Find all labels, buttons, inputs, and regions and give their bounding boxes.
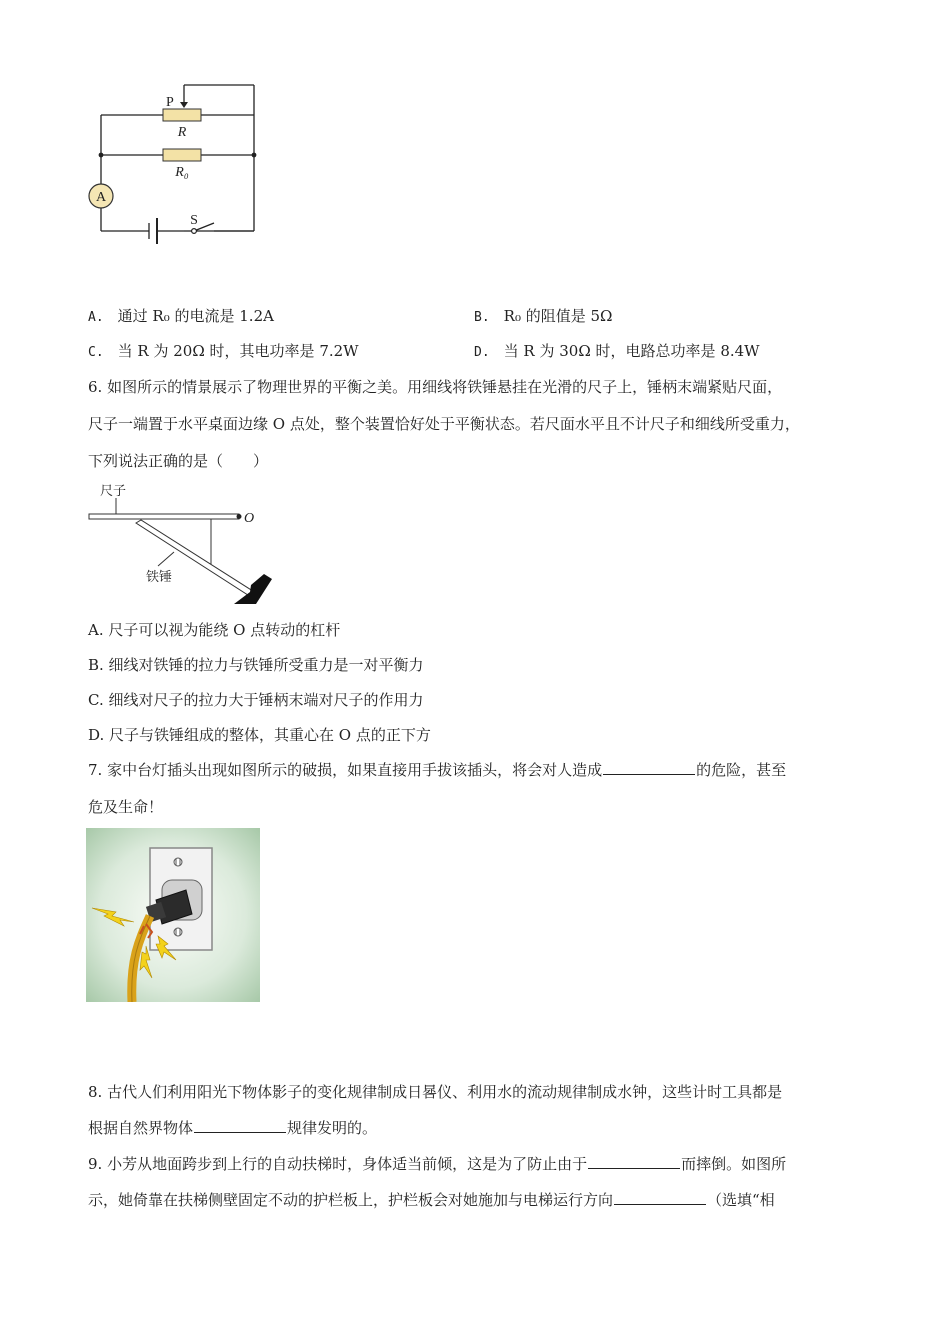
option-text: R₀ 的阻值是 5Ω bbox=[503, 307, 613, 325]
damaged-plug-image bbox=[86, 828, 260, 1002]
option-letter: C. bbox=[88, 345, 104, 360]
q8-stem-line1: 8. 古代人们利用阳光下物体影子的变化规律制成日晷仪、利用水的流动规律制成水钟，这些计时工具都是 bbox=[88, 1083, 783, 1101]
q7-stem-line1 bbox=[88, 760, 786, 780]
q5-option-c bbox=[88, 341, 359, 363]
option-letter: D. bbox=[474, 345, 490, 360]
switch-label: S bbox=[190, 213, 198, 228]
ruler-label: 尺子 bbox=[100, 483, 127, 498]
q6-option-b: B. 细线对铁锤的拉力与铁锤所受重力是一对平衡力 bbox=[88, 656, 424, 674]
q9-text-after: 而摔倒。如图所 bbox=[681, 1155, 787, 1173]
q9-text-after: （选填“相 bbox=[707, 1191, 775, 1209]
ruler-hammer-figure bbox=[86, 480, 286, 610]
circuit-diagram bbox=[84, 80, 264, 250]
q6-option-a: A. 尺子可以视为能绕 O 点转动的杠杆 bbox=[88, 621, 341, 639]
point-o-label: O bbox=[244, 511, 255, 526]
q6-stem-line2: 尺子一端置于水平桌面边缘 O 点处，整个装置恰好处于平衡状态。若尺面水平且不计尺子和细线所受重力， bbox=[88, 415, 800, 433]
q8-text-before: 根据自然界物体 bbox=[88, 1119, 194, 1137]
q9-text-before: 示，她倚靠在扶梯侧壁固定不动的护栏板上，护栏板会对她施加与电梯运行方向 bbox=[88, 1191, 614, 1209]
q5-option-b bbox=[474, 306, 612, 328]
q7-text-after: 的危险，甚至 bbox=[696, 761, 787, 779]
q7-answer-blank[interactable] bbox=[603, 760, 695, 775]
q9-answer-blank-1[interactable] bbox=[588, 1154, 680, 1169]
q5-option-d bbox=[474, 341, 760, 363]
option-text: 通过 R₀ 的电流是 1.2A bbox=[117, 307, 274, 325]
q8-stem-line2 bbox=[88, 1118, 377, 1138]
option-letter: A. bbox=[88, 310, 104, 325]
resistor-r bbox=[163, 109, 201, 121]
ammeter-label: A bbox=[95, 190, 107, 205]
q6-stem-line1: 6. 如图所示的情景展示了物理世界的平衡之美。用细线将铁锤悬挂在光滑的尺子上，锤柄末端紧贴尺面， bbox=[88, 378, 783, 396]
q6-option-c: C. 细线对尺子的拉力大于锤柄末端对尺子的作用力 bbox=[88, 691, 424, 709]
q6-stem-line3: 下列说法正确的是（ ） bbox=[88, 452, 269, 470]
resistor-r-label: R bbox=[177, 125, 187, 140]
resistor-r0-label: R₀ bbox=[175, 165, 189, 180]
q7-stem-line2: 危及生命！ bbox=[88, 798, 164, 816]
pivot-point bbox=[237, 514, 242, 519]
option-letter: B. bbox=[474, 310, 490, 325]
slider-label: P bbox=[166, 95, 174, 110]
hammer-label: 铁锤 bbox=[146, 569, 173, 584]
option-text: 当 R 为 20Ω 时，其电功率是 7.2W bbox=[117, 342, 359, 360]
q8-answer-blank[interactable] bbox=[194, 1118, 286, 1133]
q5-option-a bbox=[88, 306, 274, 328]
q9-text-before: 9. 小芳从地面跨步到上行的自动扶梯时，身体适当前倾，这是为了防止由于 bbox=[88, 1155, 588, 1173]
resistor-r0 bbox=[163, 149, 201, 161]
ruler bbox=[89, 514, 239, 519]
q9-stem-line1 bbox=[88, 1154, 786, 1174]
q7-text-before: 7. 家中台灯插头出现如图所示的破损，如果直接用手拔该插头，将会对人造成 bbox=[88, 761, 603, 779]
q9-answer-blank-2[interactable] bbox=[614, 1190, 706, 1205]
q8-text-after: 规律发明的。 bbox=[287, 1119, 378, 1137]
q9-stem-line2 bbox=[88, 1190, 775, 1210]
q6-option-d: D. 尺子与铁锤组成的整体，其重心在 O 点的正下方 bbox=[88, 726, 431, 744]
option-text: 当 R 为 30Ω 时，电路总功率是 8.4W bbox=[503, 342, 760, 360]
